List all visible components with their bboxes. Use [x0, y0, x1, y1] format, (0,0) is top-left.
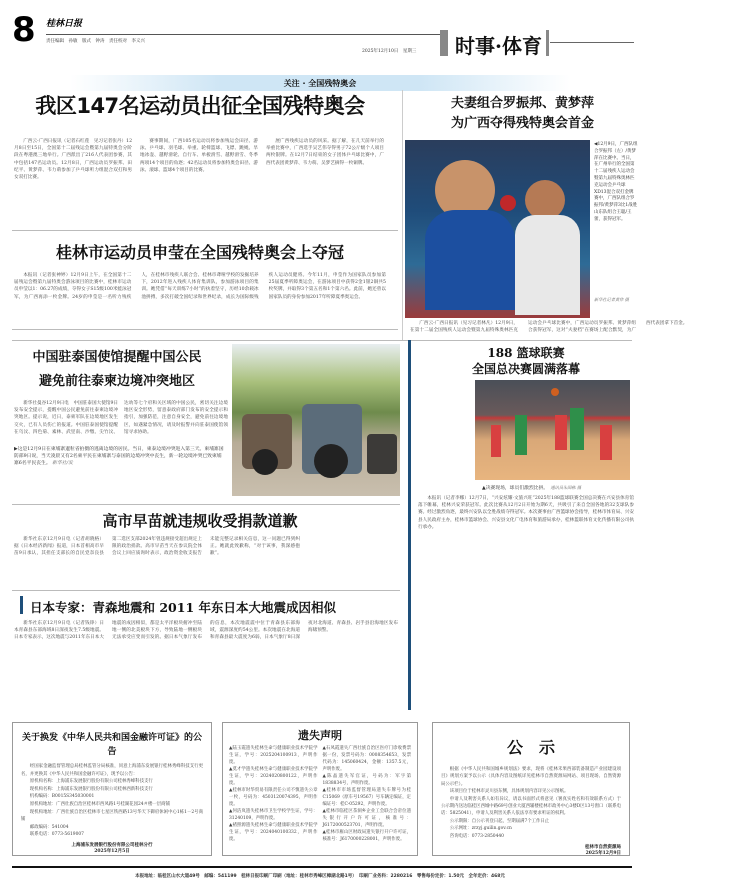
basketball-body: 本报讯（记者李娜）12月7日，“兴安炫耀·文旅兴旺”2025年188篮球联赛全国总决赛在兴安县体育馆落下帷幕，桂林兴安荣获冠军。此次比赛从12月2日开始为期6天，共吸引了来自全国各地的32支球队参赛。经过激烈角逐，最终兴安队以全胜战绩夺得冠军。本次赛事由广西篮球协会指导，桂林市体育局、兴安县人民政府主办，桂林市篮球协会、兴安县文化广电体育和旅游局承办，桂林篮联体育文化传播有限公司执行承办。 [418, 496, 634, 530]
takaichi-body: 新华社东京12月9日电（记者胡晓格）据《日本经济新闻》报道，日本首相高市早苗9日承认，其担任支部长的自民党奈良县第二选区支部2024年曾违规接受超出规定上限的政治捐款。高市早苗当天在参议院全体会议上回应质询时表示，政治资金收支报告未能完整记录相关信息，这一问题已得到纠正。她就此致歉称，“对于该事，我深感抱歉”。 [14, 537, 300, 557]
basketball-accent-bar [408, 340, 411, 710]
issue-date: 2025年12月10日 星期三 [362, 49, 417, 54]
license-notice-signer: 上海浦东发展银行股份有限公司桂林分行 [71, 842, 153, 848]
second-headline: 桂林市运动员申莹在全国残特奥会上夺冠 [55, 243, 344, 262]
basketball-headline-1: 188 篮球联赛 [487, 346, 565, 360]
thai-photo-caption: ▶这是12月9日在柬埔寨暹粒省拍摄的逃离边境的居民。当日，柬泰边境冲突进入第三天。柬埔寨国防部9日说，当天凌晨又有2名柬平民在柬埔寨与泰国的边境冲突中丧生，新一轮边境冲突已致柬埔寨6名平民丧生。 新华社/发 [14, 447, 224, 466]
loss-statement [222, 722, 418, 856]
basketball-headline-2: 全国总决赛圆满落幕 [471, 362, 580, 376]
couple-photo-caption: ◀12月9日，广西队组合罗振邦（左）/黄梦萍在比赛中。当日，在广州举行的全国第十二届残疾人运动会暨第九届特殊奥林匹克运动会乒乓球XD13混合双打金牌赛中，广西队组合罗振邦/黄梦萍3比1战胜山东队组合王聪/王蕾，获得冠军。 [594, 142, 638, 222]
header-rule [46, 34, 440, 35]
footer-rule [12, 866, 632, 868]
second-body: 本报讯（记者张神婷）12月9日上午，在全国第十二届残运会暨第九届特奥会游泳项目的比赛中，桂林市运动员申莹以1：06.27的成绩，夺得女子S15级100米蛙泳冠军，为广西再添一枚金牌。24岁的申莹是一名听力残疾人，在桂林市残疾人联合会、桂林市聋哑学校的发掘培养下，2012年进入残疾人体育集训队，参加游泳项目的集训。她凭借“每天训练7小时”的执着坚守，历经10余载冰池拼搏，多次打破全国纪录和世界纪录，成长为国际级残疾人运动员健将。今年11月，申莹作为国家队员参加第25届夏季听障奥运会，在游泳项目中获得2金1银2铜共5枚奖牌，并取得3个第五名和1个第六名。此前，她还曾以国家队员的身份参加2017年听障夏季奥运会。 [14, 273, 386, 300]
license-notice: 关于换发《中华人民共和国金融许可证》的公告 经国家金融监督管理总局桂林监管分局核准，同意上海浦东发展银行桂林秀峰科技支行更名，并更换其《中华人民共和国金融许可证》，现予以公告： 原机构名称：上海浦东发展银行股份有限公司桂林秀峰科技支行 现机构名称：上海浦东发展银行股份有限公司桂林西新科技支行 机构编码：B0015S345030001 原机构地址：广西壮族自治区桂林市西凤路1号桂湖花园24＃楼一层商铺 现机构地址：广西壮族自治区桂林市七星区铁西路13号华天下御府休闲中心1栋1－2号商铺 邮政编码：541004 联系电话：0773-5619007 上海浦东发展银行股份有限公司桂林分行 2025年12月5日 [12, 722, 212, 856]
newspaper-logo: 桂林日报 [46, 19, 83, 29]
couple-photo-credit: 新华社记者黄伟 摄 [594, 297, 629, 302]
public-notice: 公 示 根据《中华人民共和国城乡规划法》要求，现将《桂林禾果西部装备制造产业园建设项目》规划方案予以公示（具体内容及图纸详见桂林市自然资源局网站、项目现场、自然资源局公示栏）。 该项目位于桂林市灵川县东侧，具体规划内容详见公示图纸。 申请人及利害关系人如有异议，请以书面形式将意见（署真实姓名和有效联系方式）于公示期内送达临桂区西城中路69号创业大厦西辅楼桂林市政务中心3楼D区13号窗口（联系电话：5825041），申请人及利害关系人依法享有要求听证的权利。 公示期限：自公示刊登日起，至期届满7个工作日止 公示网址：zrzyj.guilin.gov.cn 咨询电话：0773-2850440 桂林市自然资源局 2025年12月9日 [432, 722, 630, 856]
lead-col-2: 赛事期间，广西105名运动员将参加残运会田径、游泳、乒乓球、羽毛球、举重、轮椅篮球、飞镖、跳绳、旱地冰壶、越野滑轮、自行车、单板滑雪、越野滑雪、冬季两项14个项目的角逐；42名运动员将参加特奥会田径、游泳、滚球、篮球4个项目的比赛。 [140, 139, 258, 173]
thai-headline-2: 避免前往泰柬边境冲突地区 [38, 374, 195, 389]
editors-line: 责任编辑 孙敏 版式 钟涛 责任校对 李义兴 [46, 39, 145, 44]
lead-headline: 我区147名运动员出征全国残特奥会 [35, 94, 365, 118]
couple-headline-2: 为广西夺得残特奥会首金 [450, 116, 594, 131]
thai-body: 新华社曼谷12月9日电 中国驻泰国大使馆9日发布安全提示，提醒中国公民避免前往泰柬边境冲突地区。提示说，近日，泰柬军队在边境地区发生交火，已有人员伤亡的报道。中国驻泰国使馆提醒在乌汶、四色菊、素林、武里南、沙缴、尖竹汶、达叻等七个府和关区域的中国公民，密切关注边境地区安全形势，留意泰政府部门发布的安全提示和指引，加强防范，注意自身安全，避免前往边境地区，如遇紧急情况，请及时报警并向驻泰国使馆领馆寻求协助。 [14, 401, 228, 435]
public-notice-title: 公 示 [506, 738, 555, 757]
japan-accent-bar [20, 596, 23, 614]
couple-headline-1: 夫妻组合罗振邦、黄梦萍 [450, 96, 594, 111]
basketball-caption: ▲决赛现场，球员们激烈比拼。 通讯员朱国栋 摄 [482, 485, 582, 491]
lead-col-1: 广西云-广西日报讯（记者石红莲 见习记者张丹）12月8日至15日，全国第十二届残运会暨第九届特奥会分阶段在粤港澳三地举行。广西派出了216人代表团参赛，其中包括147名运动员。12月8日，广西运动员罗振邦、田纪平、黄梦萍、韦力萌参加了乒乓球听力组混合双打和男女双打比赛。 [14, 139, 132, 181]
loss-statement-items: ▲陆玉霞遗失桂林生命与健康职业技术学院学生证，学号：2025204100913，声明作废。 ▲莫才学遗失桂林生命与健康职业技术学院学生证，学号：2024020800122，声明作废。 ▲桂林市时华贸易有限责任公司不慎遗失公章一枚，号码为：4503120074395，声明作废。 ▲何洁岚遗失桂林市卫生学校学生证，学号：31240109，声明作废。 ▲褚照源遗失桂林生命与健康职业技术学院学生证，学号：2024040100332，声明作废。 ▲石凤霞遗失广西壮族自治区医疗门诊收费票据一份，发票号码为：0008354653，发票代码为：145060424，金额：1357.5元，声明作废。 ▲陈晶遗失军官证，号码为：军字第1838834号，声明作废。 ▲桂林市市场监督管理局遗失车牌号为桂C15069（原车号19567）号车辆定编证，定编证号：桂C-05292，声明作废。 ▲桂林市临桂区茶洞乡企业工会联合会帝位遗失银行开户许可证，核准号：J6172000523701，声明作废。 ▲桂林市雁山区财政局遗失银行开户许可证，核准号：J6170000228001，声明作废。 [229, 746, 411, 842]
kicker-title: 关注 · 全国残特奥会 [283, 79, 357, 88]
license-notice-title: 关于换发《中华人民共和国金融许可证》的公告 [21, 733, 202, 757]
loss-statement-title: 遗失声明 [298, 729, 342, 742]
border-residents-photo [232, 344, 400, 496]
public-notice-date: 2025年12月9日 [585, 851, 621, 857]
section-title: 时事·体育 [455, 34, 542, 58]
japan-headline: 日本专家：青森地震和 2011 年东日本大地震成因相似 [30, 600, 336, 615]
public-notice-signer: 桂林市自然资源局 [585, 845, 621, 851]
japan-body: 新华社东京12月9日电（记者钱铮）日本青森县东部海域8日深夜发生7.5级地震。日本专家表示，这次地震与2011年东日本大地震的成因相似，都是太平洋板块俯冲至陆地一侧的北美板块下方，导致陆地一侧板块无法承受应变而引发的。据日本气象厅发布的信息，本次地震震中位于青森县东部海域，震源深度约54公里。本次地震在北海道和青森县最大震度为6弱，日本气象厅8日深夜对北海道、青森县、岩手县沿海地区发布海啸预警。 [14, 621, 398, 641]
section-mark [440, 30, 448, 56]
basketball-photo [475, 380, 630, 480]
thai-headline-1: 中国驻泰国使馆提醒中国公民 [32, 350, 202, 365]
section-mark-right [546, 30, 549, 56]
license-notice-date: 2025年12月5日 [94, 848, 130, 854]
takaichi-headline: 高市早苗就违规收受捐款道歉 [102, 512, 298, 530]
table-tennis-photo [405, 140, 590, 318]
couple-body: 广西云-广西日报讯（见习记者林凡）12月9日，在第十二届全国残疾人运动会暨第九届特殊奥林匹克运动会乒乓球比赛中，广西运动员罗振邦、黄梦萍组合获得冠军，这对“夫妻档”在赛场上配合默契，为广西代表团拿下首金。 [410, 321, 688, 334]
footer-info: 本报地址：临桂区山水大道49号 邮编：541199 桂林日报印刷厂印刷（地址：桂林市秀峰区樟湖北路1号） 印刷厂业务科：2280216 零售每份定价：1.50元 全年定价：468元 [135, 874, 505, 879]
page-number: 8 [12, 10, 36, 50]
lead-col-3: 展广西残疾运动员的风采。据了解，在几天前举行的举重比赛中，广西选手吴艺伟夺得男子72公斤级个人项目两枚银牌。在12月7日结束的女子团体乒乓球比赛中，广西代表团黄梦萍、韦力萌、吴梦艺摘得一枚铜牌。 [266, 139, 384, 166]
